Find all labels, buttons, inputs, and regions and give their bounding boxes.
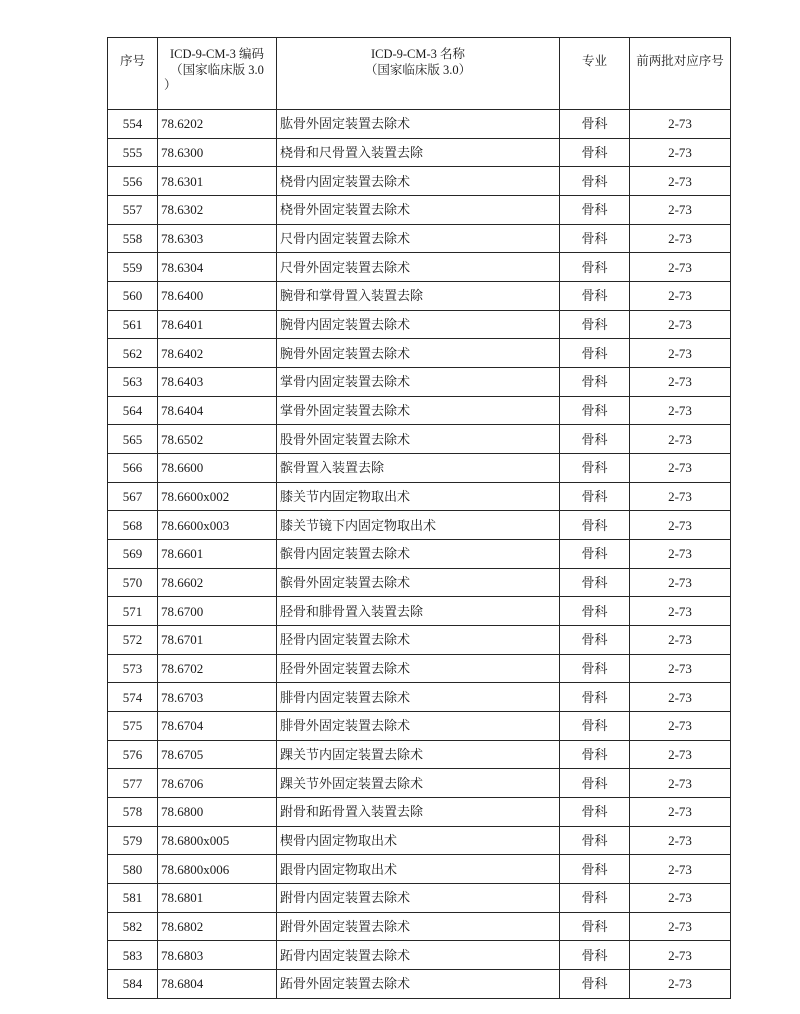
table-row xyxy=(108,138,731,167)
cell-code: 78.6703 xyxy=(158,683,277,712)
cell-no: 584 xyxy=(108,970,158,999)
cell-specialty: 骨科 xyxy=(560,798,630,827)
cell-name: 跗骨外固定装置去除术 xyxy=(277,912,560,941)
cell-no: 562 xyxy=(108,339,158,368)
header-code-line: ） xyxy=(164,78,177,92)
header-code-line: （国家临床版 3.0 xyxy=(170,62,264,77)
cell-name: 腓骨内固定装置去除术 xyxy=(277,683,560,712)
cell-prev-ref: 2-73 xyxy=(630,511,731,540)
cell-no: 577 xyxy=(108,769,158,798)
cell-prev-ref: 2-73 xyxy=(630,167,731,196)
cell-specialty: 骨科 xyxy=(560,282,630,311)
cell-code: 78.6303 xyxy=(158,224,277,253)
table-row xyxy=(108,167,731,196)
cell-no: 570 xyxy=(108,568,158,597)
table-row xyxy=(108,454,731,483)
cell-prev-ref: 2-73 xyxy=(630,396,731,425)
cell-name: 股骨外固定装置去除术 xyxy=(277,425,560,454)
cell-specialty: 骨科 xyxy=(560,769,630,798)
cell-no: 561 xyxy=(108,310,158,339)
table-row xyxy=(108,310,731,339)
cell-prev-ref: 2-73 xyxy=(630,683,731,712)
table-row xyxy=(108,626,731,655)
cell-specialty: 骨科 xyxy=(560,224,630,253)
cell-specialty: 骨科 xyxy=(560,912,630,941)
cell-prev-ref: 2-73 xyxy=(630,941,731,970)
cell-prev-ref: 2-73 xyxy=(630,626,731,655)
cell-code: 78.6404 xyxy=(158,396,277,425)
cell-code: 78.6803 xyxy=(158,941,277,970)
cell-name: 桡骨内固定装置去除术 xyxy=(277,167,560,196)
cell-name: 掌骨外固定装置去除术 xyxy=(277,396,560,425)
cell-code: 78.6705 xyxy=(158,740,277,769)
table-row xyxy=(108,568,731,597)
cell-code: 78.6502 xyxy=(158,425,277,454)
table-row xyxy=(108,654,731,683)
cell-code: 78.6800x005 xyxy=(158,826,277,855)
cell-name: 腓骨外固定装置去除术 xyxy=(277,712,560,741)
cell-specialty: 骨科 xyxy=(560,597,630,626)
cell-specialty: 骨科 xyxy=(560,454,630,483)
table-row xyxy=(108,712,731,741)
cell-code: 78.6800 xyxy=(158,798,277,827)
table-row xyxy=(108,884,731,913)
cell-no: 571 xyxy=(108,597,158,626)
cell-name: 腕骨外固定装置去除术 xyxy=(277,339,560,368)
cell-prev-ref: 2-73 xyxy=(630,712,731,741)
cell-name: 踝关节内固定装置去除术 xyxy=(277,740,560,769)
cell-prev-ref: 2-73 xyxy=(630,540,731,569)
cell-no: 573 xyxy=(108,654,158,683)
cell-name: 尺骨内固定装置去除术 xyxy=(277,224,560,253)
table-row xyxy=(108,540,731,569)
cell-no: 555 xyxy=(108,138,158,167)
cell-code: 78.6302 xyxy=(158,196,277,225)
cell-code: 78.6706 xyxy=(158,769,277,798)
cell-name: 肱骨外固定装置去除术 xyxy=(277,110,560,139)
cell-no: 554 xyxy=(108,110,158,139)
table-row xyxy=(108,740,731,769)
table-row xyxy=(108,425,731,454)
cell-no: 563 xyxy=(108,368,158,397)
cell-prev-ref: 2-73 xyxy=(630,597,731,626)
cell-specialty: 骨科 xyxy=(560,884,630,913)
cell-specialty: 骨科 xyxy=(560,310,630,339)
cell-prev-ref: 2-73 xyxy=(630,826,731,855)
cell-name: 胫骨和腓骨置入装置去除 xyxy=(277,597,560,626)
header-prev-ref: 前两批对应序号 xyxy=(630,38,731,110)
table-row xyxy=(108,339,731,368)
table-row xyxy=(108,196,731,225)
cell-name: 尺骨外固定装置去除术 xyxy=(277,253,560,282)
cell-specialty: 骨科 xyxy=(560,855,630,884)
cell-prev-ref: 2-73 xyxy=(630,224,731,253)
cell-specialty: 骨科 xyxy=(560,654,630,683)
table-row xyxy=(108,798,731,827)
table-row xyxy=(108,511,731,540)
cell-name: 跗骨和跖骨置入装置去除 xyxy=(277,798,560,827)
cell-no: 566 xyxy=(108,454,158,483)
table-row xyxy=(108,597,731,626)
cell-name: 楔骨内固定物取出术 xyxy=(277,826,560,855)
cell-name: 髌骨外固定装置去除术 xyxy=(277,568,560,597)
cell-no: 568 xyxy=(108,511,158,540)
cell-code: 78.6701 xyxy=(158,626,277,655)
cell-no: 558 xyxy=(108,224,158,253)
cell-name: 腕骨和掌骨置入装置去除 xyxy=(277,282,560,311)
cell-no: 580 xyxy=(108,855,158,884)
table-body xyxy=(108,110,731,999)
cell-name: 膝关节镜下内固定物取出术 xyxy=(277,511,560,540)
cell-prev-ref: 2-73 xyxy=(630,654,731,683)
cell-prev-ref: 2-73 xyxy=(630,912,731,941)
cell-name: 桡骨和尺骨置入装置去除 xyxy=(277,138,560,167)
table-row xyxy=(108,769,731,798)
cell-code: 78.6802 xyxy=(158,912,277,941)
cell-prev-ref: 2-73 xyxy=(630,138,731,167)
header-row xyxy=(108,38,731,110)
cell-code: 78.6800x006 xyxy=(158,855,277,884)
cell-specialty: 骨科 xyxy=(560,482,630,511)
cell-prev-ref: 2-73 xyxy=(630,339,731,368)
cell-specialty: 骨科 xyxy=(560,826,630,855)
cell-no: 578 xyxy=(108,798,158,827)
cell-prev-ref: 2-73 xyxy=(630,482,731,511)
cell-specialty: 骨科 xyxy=(560,626,630,655)
table-row xyxy=(108,970,731,999)
cell-prev-ref: 2-73 xyxy=(630,282,731,311)
header-specialty: 专业 xyxy=(560,38,630,110)
cell-name: 踝关节外固定装置去除术 xyxy=(277,769,560,798)
table-row xyxy=(108,826,731,855)
cell-no: 559 xyxy=(108,253,158,282)
cell-specialty: 骨科 xyxy=(560,368,630,397)
cell-prev-ref: 2-73 xyxy=(630,253,731,282)
cell-name: 跟骨内固定物取出术 xyxy=(277,855,560,884)
cell-no: 583 xyxy=(108,941,158,970)
cell-specialty: 骨科 xyxy=(560,970,630,999)
cell-code: 78.6601 xyxy=(158,540,277,569)
header-code xyxy=(158,38,277,110)
cell-specialty: 骨科 xyxy=(560,196,630,225)
cell-name: 跗骨内固定装置去除术 xyxy=(277,884,560,913)
cell-specialty: 骨科 xyxy=(560,167,630,196)
table-row xyxy=(108,253,731,282)
cell-code: 78.6602 xyxy=(158,568,277,597)
table-row xyxy=(108,396,731,425)
cell-specialty: 骨科 xyxy=(560,425,630,454)
cell-no: 575 xyxy=(108,712,158,741)
table-row xyxy=(108,683,731,712)
table-row xyxy=(108,855,731,884)
cell-prev-ref: 2-73 xyxy=(630,568,731,597)
header-name xyxy=(277,38,560,110)
cell-no: 565 xyxy=(108,425,158,454)
header-code-line: ICD-9-CM-3 编码 xyxy=(169,47,265,61)
cell-code: 78.6600x002 xyxy=(158,482,277,511)
cell-code: 78.6702 xyxy=(158,654,277,683)
cell-no: 557 xyxy=(108,196,158,225)
cell-specialty: 骨科 xyxy=(560,941,630,970)
cell-no: 581 xyxy=(108,884,158,913)
cell-name: 掌骨内固定装置去除术 xyxy=(277,368,560,397)
cell-no: 572 xyxy=(108,626,158,655)
cell-specialty: 骨科 xyxy=(560,568,630,597)
cell-name: 膝关节内固定物取出术 xyxy=(277,482,560,511)
cell-prev-ref: 2-73 xyxy=(630,196,731,225)
cell-prev-ref: 2-73 xyxy=(630,425,731,454)
cell-prev-ref: 2-73 xyxy=(630,368,731,397)
cell-specialty: 骨科 xyxy=(560,511,630,540)
cell-code: 78.6400 xyxy=(158,282,277,311)
cell-specialty: 骨科 xyxy=(560,712,630,741)
cell-prev-ref: 2-73 xyxy=(630,110,731,139)
cell-no: 579 xyxy=(108,826,158,855)
cell-specialty: 骨科 xyxy=(560,683,630,712)
header-name-line: ICD-9-CM-3 名称 xyxy=(370,47,466,61)
cell-no: 556 xyxy=(108,167,158,196)
cell-prev-ref: 2-73 xyxy=(630,310,731,339)
cell-name: 髌骨置入装置去除 xyxy=(277,454,560,483)
table-header xyxy=(108,38,731,110)
table-row xyxy=(108,912,731,941)
cell-no: 567 xyxy=(108,482,158,511)
cell-specialty: 骨科 xyxy=(560,253,630,282)
cell-code: 78.6304 xyxy=(158,253,277,282)
cell-name: 胫骨外固定装置去除术 xyxy=(277,654,560,683)
cell-name: 跖骨外固定装置去除术 xyxy=(277,970,560,999)
cell-code: 78.6402 xyxy=(158,339,277,368)
cell-no: 564 xyxy=(108,396,158,425)
cell-prev-ref: 2-73 xyxy=(630,884,731,913)
cell-no: 560 xyxy=(108,282,158,311)
cell-specialty: 骨科 xyxy=(560,110,630,139)
header-name-line: （国家临床版 3.0） xyxy=(364,62,472,77)
cell-name: 跖骨内固定装置去除术 xyxy=(277,941,560,970)
cell-code: 78.6704 xyxy=(158,712,277,741)
cell-code: 78.6600 xyxy=(158,454,277,483)
cell-code: 78.6700 xyxy=(158,597,277,626)
cell-name: 髌骨内固定装置去除术 xyxy=(277,540,560,569)
cell-name: 桡骨外固定装置去除术 xyxy=(277,196,560,225)
cell-specialty: 骨科 xyxy=(560,740,630,769)
cell-prev-ref: 2-73 xyxy=(630,798,731,827)
cell-name: 腕骨内固定装置去除术 xyxy=(277,310,560,339)
cell-specialty: 骨科 xyxy=(560,339,630,368)
cell-specialty: 骨科 xyxy=(560,396,630,425)
cell-prev-ref: 2-73 xyxy=(630,970,731,999)
cell-code: 78.6301 xyxy=(158,167,277,196)
table-row xyxy=(108,110,731,139)
cell-prev-ref: 2-73 xyxy=(630,855,731,884)
cell-prev-ref: 2-73 xyxy=(630,740,731,769)
cell-specialty: 骨科 xyxy=(560,540,630,569)
cell-code: 78.6804 xyxy=(158,970,277,999)
cell-no: 582 xyxy=(108,912,158,941)
header-no: 序号 xyxy=(108,38,158,110)
cell-code: 78.6403 xyxy=(158,368,277,397)
cell-code: 78.6202 xyxy=(158,110,277,139)
cell-no: 574 xyxy=(108,683,158,712)
table-row xyxy=(108,482,731,511)
cell-no: 576 xyxy=(108,740,158,769)
cell-no: 569 xyxy=(108,540,158,569)
cell-code: 78.6401 xyxy=(158,310,277,339)
cell-specialty: 骨科 xyxy=(560,138,630,167)
table-row xyxy=(108,368,731,397)
cell-code: 78.6801 xyxy=(158,884,277,913)
procedure-table xyxy=(107,37,731,999)
cell-prev-ref: 2-73 xyxy=(630,769,731,798)
table-row xyxy=(108,282,731,311)
cell-code: 78.6600x003 xyxy=(158,511,277,540)
table-row xyxy=(108,941,731,970)
table-row xyxy=(108,224,731,253)
cell-code: 78.6300 xyxy=(158,138,277,167)
cell-name: 胫骨内固定装置去除术 xyxy=(277,626,560,655)
cell-prev-ref: 2-73 xyxy=(630,454,731,483)
